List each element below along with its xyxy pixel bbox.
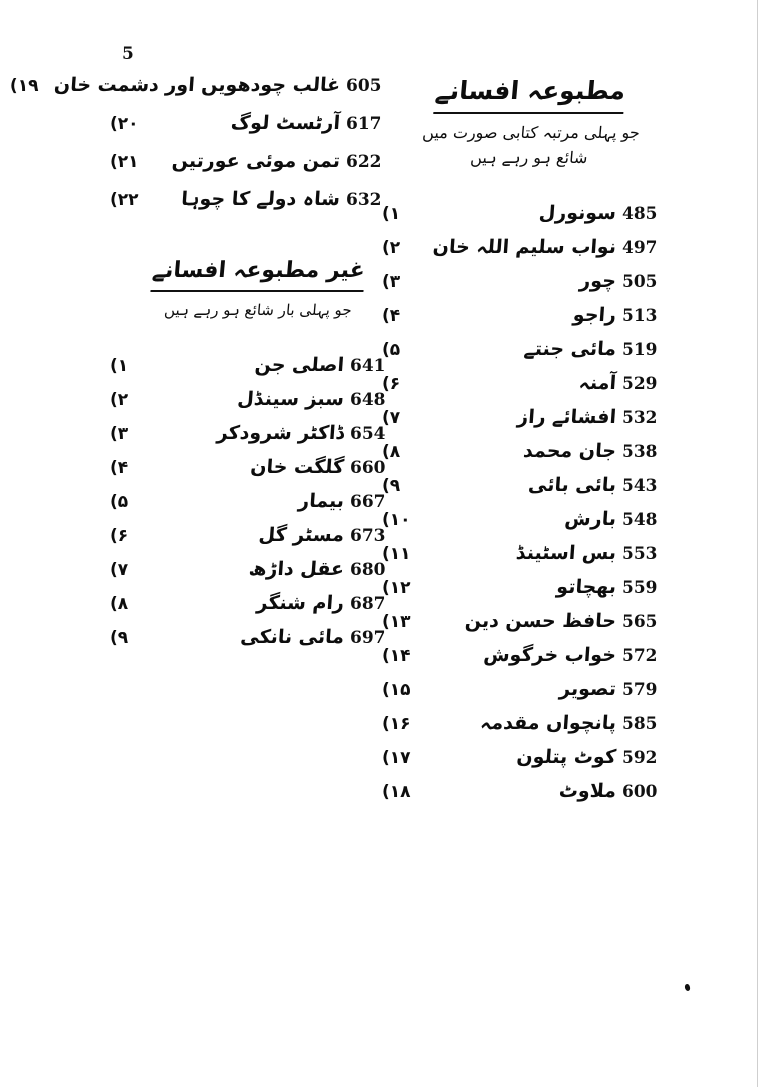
toc-entry-number: ۲۲): [110, 190, 139, 210]
toc-entry-number: ۶): [382, 374, 401, 395]
toc-entry-title: کوٹ پتلون: [515, 746, 617, 769]
toc-entry-number: ۱۰): [382, 510, 411, 531]
toc-entry[interactable]: [380, 304, 680, 334]
toc-list-published-part2: [9, 74, 408, 222]
toc-entry-page: 654: [350, 423, 386, 444]
toc-entry-number: ۱۵): [382, 680, 411, 701]
toc-entry-page: 497: [622, 238, 658, 259]
toc-entry-page: 559: [622, 578, 658, 599]
toc-entry[interactable]: [108, 150, 408, 184]
section-subtitle-published: [378, 121, 682, 171]
toc-entry-page: 622: [346, 152, 382, 172]
toc-entry-title: سونورل: [538, 202, 617, 225]
section-title-published: مطبوعہ افسانے: [433, 74, 626, 114]
toc-entry[interactable]: [380, 746, 680, 776]
toc-entry-page: 579: [622, 680, 658, 701]
toc-list-published-part1: [380, 202, 680, 810]
toc-entry-title: غالب چودھویں اور دشمت خان: [53, 74, 341, 96]
toc-entry[interactable]: [380, 270, 680, 300]
left-column: [9, 74, 408, 660]
toc-entry-number: ۲): [110, 389, 129, 410]
section-subtitle-unpublished: [107, 299, 409, 322]
toc-entry-page: 513: [622, 306, 658, 327]
toc-entry-page: 529: [622, 374, 658, 395]
toc-entry-page: 585: [622, 714, 658, 735]
toc-entry-title: آمنہ: [578, 372, 617, 395]
toc-entry-title: جان محمد: [522, 440, 617, 463]
section-heading-unpublished: [108, 256, 408, 322]
toc-entry-number: ۱۱): [382, 544, 411, 565]
toc-entry[interactable]: [108, 524, 408, 554]
section-heading-published: [380, 74, 680, 170]
toc-entry-title: پانچواں مقدمہ: [479, 712, 617, 735]
toc-entry-title: تصویر: [558, 678, 617, 701]
toc-entry-title: عقل داڑھ: [248, 557, 345, 580]
toc-entry[interactable]: [108, 388, 408, 418]
toc-entry-title: آرٹسٹ لوگ: [230, 112, 341, 134]
toc-entry-number: ۹): [110, 627, 129, 648]
toc-entry-number: ۱): [110, 355, 129, 376]
toc-entry-page: 543: [622, 476, 658, 497]
toc-entry-page: 565: [622, 612, 658, 633]
toc-entry-page: 697: [350, 627, 386, 648]
toc-entry-number: ۶): [110, 525, 129, 546]
toc-entry-title: بائی بائی: [527, 474, 617, 497]
toc-entry-number: ۱۲): [382, 578, 411, 599]
toc-entry-title: مائی جنتے: [523, 338, 617, 361]
toc-entry-page: 548: [622, 510, 658, 531]
toc-entry-page: 600: [622, 782, 658, 803]
toc-entry-title: رام شنگر: [255, 591, 345, 614]
toc-entry-page: 553: [622, 544, 658, 565]
toc-entry-title: حافظ حسن دین: [464, 610, 617, 633]
ink-speck-artifact: [684, 984, 690, 992]
toc-entry[interactable]: [108, 490, 408, 520]
toc-entry-number: ۳): [110, 423, 129, 444]
toc-entry-title: اصلی جن: [253, 353, 345, 376]
toc-entry[interactable]: [380, 406, 680, 436]
toc-entry[interactable]: [380, 474, 680, 504]
toc-entry[interactable]: [380, 372, 680, 402]
spacer: [108, 336, 408, 354]
toc-entry-title: سبز سینڈل: [236, 387, 345, 410]
toc-entry-page: 519: [622, 340, 658, 361]
toc-entry[interactable]: [108, 354, 408, 384]
page-edge-line: [757, 0, 758, 1087]
section-subtitle-line: جو پہلی بار شائع ہو رہے ہیں: [163, 300, 353, 319]
toc-list-unpublished: [108, 354, 408, 656]
toc-entry-title: راجو: [572, 304, 617, 327]
toc-entry[interactable]: [108, 456, 408, 486]
toc-entry-number: ۲): [382, 238, 401, 259]
toc-entry-page: 485: [622, 204, 658, 225]
toc-entry-number: ۲۰): [110, 114, 139, 134]
toc-entry-number: ۸): [382, 442, 401, 463]
toc-entry[interactable]: [380, 780, 680, 810]
page-number: 5: [122, 44, 134, 64]
toc-entry-title: خواب خرگوش: [482, 644, 617, 667]
toc-entry-page: 532: [622, 408, 658, 429]
toc-entry-number: ۹): [382, 476, 401, 497]
toc-entry-title: ڈاکٹر شرودکر: [216, 421, 345, 444]
toc-entry-title: افشائے راز: [516, 406, 617, 429]
section-subtitle-line: جو پہلی مرتبہ کتابی صورت میں: [421, 122, 641, 142]
toc-entry-number: ۵): [382, 340, 401, 361]
spacer: [108, 226, 408, 256]
toc-entry-page: 667: [350, 491, 386, 512]
toc-entry-number: ۷): [110, 559, 129, 580]
toc-entry-number: ۸): [110, 593, 129, 614]
toc-entry-number: ۱۴): [382, 646, 411, 667]
toc-entry-title: بیمار: [297, 489, 345, 512]
toc-entry-number: ۱۹): [9, 76, 39, 96]
toc-entry[interactable]: [380, 576, 680, 606]
toc-entry[interactable]: [380, 542, 680, 572]
toc-entry-title: تمن موئی عورتیں: [171, 150, 341, 172]
toc-entry-page: 617: [346, 114, 382, 134]
toc-entry[interactable]: [380, 338, 680, 368]
toc-entry-number: ۱۶): [382, 714, 411, 735]
toc-entry-number: ۱۷): [382, 748, 411, 769]
toc-entry-title: مائی نانکی: [239, 625, 345, 648]
toc-entry-number: ۵): [110, 491, 129, 512]
toc-entry-number: ۱۳): [382, 612, 411, 633]
toc-entry-title: شاہ دولے کا چوہا: [180, 188, 341, 210]
toc-entry-page: 680: [350, 559, 386, 580]
toc-entry-number: ۱): [382, 204, 401, 225]
toc-entry-page: 592: [622, 748, 658, 769]
toc-entry-page: 660: [350, 457, 386, 478]
toc-entry-number: ۴): [382, 306, 401, 327]
toc-entry-page: 673: [350, 525, 386, 546]
toc-entry-title: بھچاتو: [555, 576, 617, 599]
spacer: [380, 184, 680, 202]
toc-entry-page: 687: [350, 593, 386, 614]
toc-entry[interactable]: [108, 112, 408, 146]
toc-entry-page: 605: [346, 76, 382, 96]
toc-entry-page: 648: [350, 389, 386, 410]
toc-entry-page: 572: [622, 646, 658, 667]
toc-entry[interactable]: [108, 558, 408, 588]
toc-entry[interactable]: [380, 610, 680, 640]
toc-entry[interactable]: [380, 644, 680, 674]
toc-entry[interactable]: [108, 422, 408, 452]
toc-entry-page: 632: [346, 190, 382, 210]
toc-entry-title: مسٹر گل: [257, 523, 345, 546]
toc-entry-title: بس اسٹینڈ: [515, 542, 617, 565]
toc-entry[interactable]: [380, 202, 680, 232]
toc-entry-page: 538: [622, 442, 658, 463]
toc-entry[interactable]: [380, 678, 680, 708]
section-title-unpublished: غیر مطبوعہ افسانے: [150, 256, 366, 292]
toc-entry[interactable]: [108, 188, 408, 222]
toc-entry[interactable]: [380, 508, 680, 538]
toc-entry[interactable]: [380, 440, 680, 470]
toc-entry-number: ۴): [110, 457, 129, 478]
toc-entry-page: 505: [622, 272, 658, 293]
toc-entry-number: ۱۸): [382, 782, 411, 803]
toc-entry[interactable]: [9, 74, 408, 108]
toc-entry[interactable]: [108, 592, 408, 622]
toc-entry-number: ۲۱): [110, 152, 139, 172]
toc-entry-title: بارش: [563, 508, 617, 531]
toc-entry-page: 641: [350, 355, 386, 376]
toc-entry-number: ۷): [382, 408, 401, 429]
toc-entry-title: گلگت خان: [249, 455, 345, 478]
toc-entry-title: نواب سلیم اللہ خان: [432, 236, 617, 259]
toc-entry[interactable]: [380, 236, 680, 266]
toc-entry-title: ملاوٹ: [558, 780, 617, 803]
section-subtitle-line: شائع ہو رہے ہیں: [469, 147, 589, 167]
right-column: [380, 74, 680, 814]
toc-entry[interactable]: [108, 626, 408, 656]
toc-entry-number: ۳): [382, 272, 401, 293]
toc-entry[interactable]: [380, 712, 680, 742]
toc-entry-title: چور: [578, 270, 617, 293]
